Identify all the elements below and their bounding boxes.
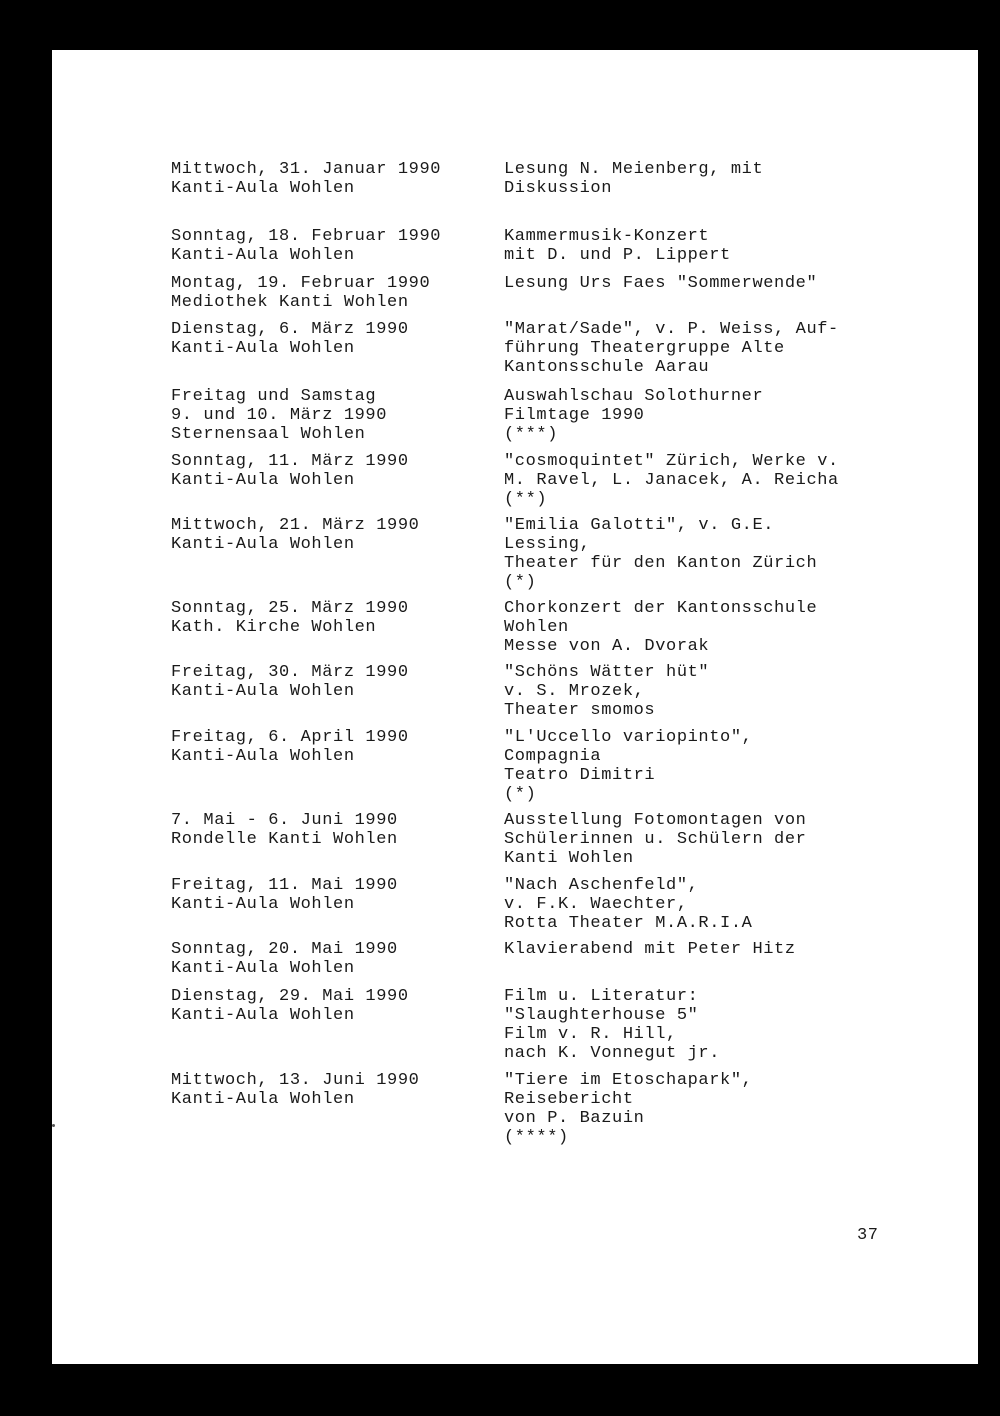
event-line: M. Ravel, L. Janacek, A. Reicha [504, 471, 839, 490]
event-line: führung Theatergruppe Alte [504, 339, 785, 358]
event-line: Teatro Dimitri [504, 766, 656, 785]
event-line: Lesung Urs Faes "Sommerwende" [504, 274, 818, 293]
date-line: Sternensaal Wohlen [171, 425, 366, 444]
date-line: Kanti-Aula Wohlen [171, 747, 355, 766]
date-line: Mittwoch, 31. Januar 1990 [171, 160, 442, 179]
event-line: "Marat/Sade", v. P. Weiss, Auf- [504, 320, 839, 339]
entry-event-description [504, 227, 964, 265]
event-line: Ausstellung Fotomontagen von [504, 811, 807, 830]
date-line: Freitag, 11. Mai 1990 [171, 876, 398, 895]
entry-date-location [171, 987, 491, 1025]
date-line: Kanti-Aula Wohlen [171, 959, 355, 978]
event-line: Kammermusik-Konzert [504, 227, 710, 246]
entry-event-description [504, 452, 964, 509]
entry-date-location [171, 516, 491, 554]
entry-date-location [171, 1071, 491, 1109]
event-line: Kantonsschule Aarau [504, 358, 710, 377]
event-line: Schülerinnen u. Schülern der [504, 830, 807, 849]
entry-event-description [504, 516, 964, 592]
date-line: Mediothek Kanti Wohlen [171, 293, 409, 312]
entry-date-location [171, 387, 491, 444]
entry-event-description [504, 1071, 964, 1147]
date-line: Sonntag, 18. Februar 1990 [171, 227, 442, 246]
event-line: Theater smomos [504, 701, 656, 720]
date-line: Freitag, 6. April 1990 [171, 728, 409, 747]
date-line: Kanti-Aula Wohlen [171, 895, 355, 914]
event-line: Messe von A. Dvorak [504, 637, 710, 656]
entry-event-description [504, 876, 964, 933]
event-line: "Schöns Wätter hüt" [504, 663, 710, 682]
event-line: "Tiere im Etoschapark", [504, 1071, 753, 1090]
date-line: Mittwoch, 13. Juni 1990 [171, 1071, 420, 1090]
date-line: Dienstag, 29. Mai 1990 [171, 987, 409, 1006]
event-line: Filmtage 1990 [504, 406, 645, 425]
scan-speck [52, 1124, 55, 1127]
entry-event-description [504, 320, 964, 377]
event-line: Lessing, [504, 535, 591, 554]
entry-date-location [171, 728, 491, 766]
entry-date-location [171, 876, 491, 914]
entry-event-description [504, 274, 964, 293]
event-line: "Emilia Galotti", v. G.E. [504, 516, 775, 535]
date-line: Kanti-Aula Wohlen [171, 1090, 355, 1109]
entry-date-location [171, 160, 491, 198]
entry-event-description [504, 663, 964, 720]
event-line: Compagnia [504, 747, 602, 766]
event-line: v. S. Mrozek, [504, 682, 645, 701]
date-line: Freitag, 30. März 1990 [171, 663, 409, 682]
date-line: Freitag und Samstag [171, 387, 377, 406]
entry-event-description [504, 599, 964, 656]
event-line: "L'Uccello variopinto", [504, 728, 753, 747]
event-line: Film v. R. Hill, [504, 1025, 677, 1044]
date-line: Dienstag, 6. März 1990 [171, 320, 409, 339]
entry-date-location [171, 227, 491, 265]
event-line: Auswahlschau Solothurner [504, 387, 764, 406]
date-line: Kanti-Aula Wohlen [171, 471, 355, 490]
date-line: Mittwoch, 21. März 1990 [171, 516, 420, 535]
event-line: (***) [504, 425, 559, 444]
event-line: "Nach Aschenfeld", [504, 876, 699, 895]
date-line: Montag, 19. Februar 1990 [171, 274, 431, 293]
date-line: Kanti-Aula Wohlen [171, 339, 355, 358]
event-line: Kanti Wohlen [504, 849, 634, 868]
page-number: 37 [857, 1226, 879, 1245]
entry-date-location [171, 663, 491, 701]
date-line: Kanti-Aula Wohlen [171, 179, 355, 198]
event-line: Klavierabend mit Peter Hitz [504, 940, 796, 959]
event-line: (*) [504, 785, 537, 804]
event-line: Rotta Theater M.A.R.I.A [504, 914, 753, 933]
date-line: Sonntag, 20. Mai 1990 [171, 940, 398, 959]
entry-event-description [504, 987, 964, 1063]
event-line: Lesung N. Meienberg, mit [504, 160, 764, 179]
event-line: Reisebericht [504, 1090, 634, 1109]
entry-date-location [171, 274, 491, 312]
entry-date-location [171, 452, 491, 490]
entry-date-location [171, 940, 491, 978]
entry-date-location [171, 599, 491, 637]
event-line: nach K. Vonnegut jr. [504, 1044, 721, 1063]
entry-event-description [504, 728, 964, 804]
date-line: Kath. Kirche Wohlen [171, 618, 377, 637]
entry-event-description [504, 387, 964, 444]
entry-date-location [171, 811, 491, 849]
date-line: Sonntag, 25. März 1990 [171, 599, 409, 618]
date-line: 9. und 10. März 1990 [171, 406, 388, 425]
date-line: 7. Mai - 6. Juni 1990 [171, 811, 398, 830]
date-line: Rondelle Kanti Wohlen [171, 830, 398, 849]
event-line: Wohlen [504, 618, 569, 637]
date-line: Kanti-Aula Wohlen [171, 535, 355, 554]
date-line: Kanti-Aula Wohlen [171, 1006, 355, 1025]
event-line: Diskussion [504, 179, 613, 198]
event-line: (*) [504, 573, 537, 592]
entry-event-description [504, 940, 964, 959]
event-line: (****) [504, 1128, 569, 1147]
entry-date-location [171, 320, 491, 358]
event-line: (**) [504, 490, 548, 509]
entry-event-description [504, 160, 964, 198]
date-line: Kanti-Aula Wohlen [171, 682, 355, 701]
event-line: Chorkonzert der Kantonsschule [504, 599, 818, 618]
event-line: mit D. und P. Lippert [504, 246, 731, 265]
event-line: "Slaughterhouse 5" [504, 1006, 699, 1025]
event-line: "cosmoquintet" Zürich, Werke v. [504, 452, 839, 471]
entry-event-description [504, 811, 964, 868]
event-line: Theater für den Kanton Zürich [504, 554, 818, 573]
event-line: von P. Bazuin [504, 1109, 645, 1128]
document-page [52, 50, 978, 1364]
event-line: Film u. Literatur: [504, 987, 699, 1006]
date-line: Sonntag, 11. März 1990 [171, 452, 409, 471]
event-line: v. F.K. Waechter, [504, 895, 688, 914]
date-line: Kanti-Aula Wohlen [171, 246, 355, 265]
